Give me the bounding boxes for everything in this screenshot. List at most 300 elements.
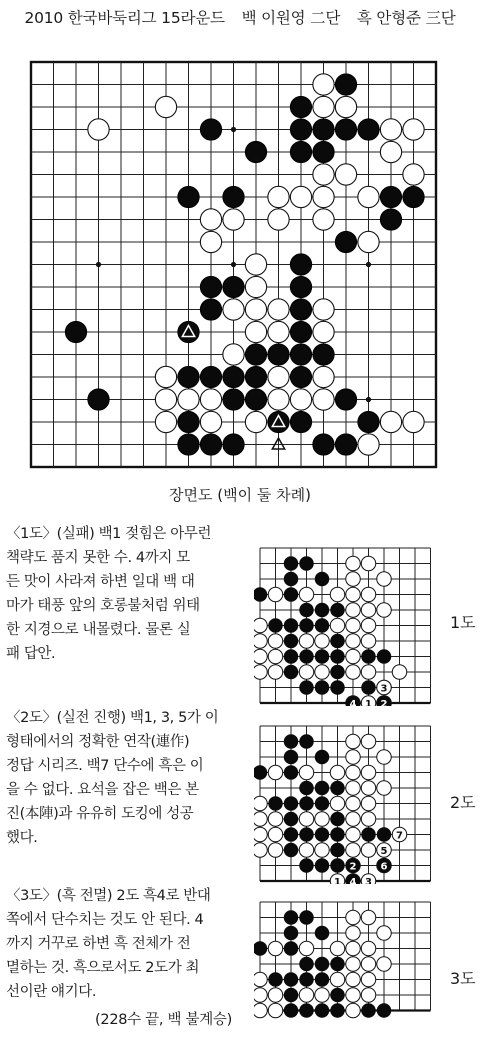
white-stone <box>268 389 289 410</box>
white-stone <box>200 231 221 252</box>
white-stone <box>377 603 392 618</box>
black-stone <box>358 411 379 432</box>
white-stone <box>268 209 289 230</box>
white-stone <box>268 366 289 387</box>
black-stone <box>200 276 221 297</box>
white-stone <box>268 843 283 858</box>
black-stone <box>403 186 424 207</box>
black-stone <box>178 434 199 455</box>
black-stone <box>330 843 345 858</box>
white-stone <box>361 988 376 1003</box>
white-stone <box>268 941 283 956</box>
black-stone <box>290 299 311 320</box>
black-player: 흑 안형준 三단 <box>356 9 456 27</box>
white-stone <box>299 587 314 602</box>
black-stone <box>330 680 345 695</box>
black-stone <box>299 957 314 972</box>
white-stone <box>346 781 361 796</box>
black-stone <box>284 765 299 780</box>
white-stone <box>268 649 283 664</box>
white-stone <box>330 587 345 602</box>
black-stone <box>178 186 199 207</box>
white-stone <box>88 119 109 140</box>
black-stone <box>330 649 345 664</box>
black-stone <box>299 618 314 633</box>
diagram-1-board <box>254 540 440 706</box>
white-stone <box>299 988 314 1003</box>
white-stone <box>290 389 311 410</box>
white-stone <box>335 164 356 185</box>
black-stone <box>284 572 299 587</box>
move-number: 7 <box>396 830 403 842</box>
white-stone <box>313 299 334 320</box>
black-stone <box>315 649 330 664</box>
black-stone <box>313 141 334 162</box>
white-stone <box>313 164 334 185</box>
black-stone <box>223 434 244 455</box>
black-stone <box>315 750 330 765</box>
white-stone <box>299 634 314 649</box>
white-stone <box>361 603 376 618</box>
commentary-line: 정답 시리즈. 백7 단수에 흑은 이 <box>6 758 204 774</box>
white-stone <box>268 634 283 649</box>
white-stone <box>361 781 376 796</box>
black-stone <box>284 618 299 633</box>
white-stone <box>268 765 283 780</box>
white-stone <box>223 209 244 230</box>
black-stone <box>65 321 86 342</box>
black-stone <box>377 1003 392 1018</box>
black-stone <box>88 389 109 410</box>
white-stone <box>245 321 266 342</box>
black-stone <box>299 858 314 873</box>
black-stone <box>299 827 314 842</box>
move-number: 4 <box>349 877 357 884</box>
white-stone <box>361 957 376 972</box>
black-stone <box>299 972 314 987</box>
white-stone <box>358 231 379 252</box>
black-stone <box>290 96 311 117</box>
black-stone <box>268 344 289 365</box>
black-stone <box>361 827 376 842</box>
white-stone <box>377 957 392 972</box>
black-stone <box>315 858 330 873</box>
black-stone <box>377 649 392 664</box>
white-stone <box>330 796 345 811</box>
black-stone <box>178 366 199 387</box>
white-stone <box>299 812 314 827</box>
white-stone <box>377 572 392 587</box>
white-stone <box>268 321 289 342</box>
star-point <box>231 127 236 132</box>
white-stone <box>290 186 311 207</box>
white-stone <box>403 411 424 432</box>
white-stone <box>361 972 376 987</box>
white-stone <box>346 988 361 1003</box>
white-stone <box>268 186 289 207</box>
black-stone <box>299 781 314 796</box>
black-stone <box>330 1003 345 1018</box>
black-stone <box>284 1003 299 1018</box>
white-stone <box>361 843 376 858</box>
white-stone <box>346 634 361 649</box>
white-stone <box>315 843 330 858</box>
black-stone <box>335 119 356 140</box>
commentary-line: 패 답안. <box>6 646 56 662</box>
black-stone <box>313 434 334 455</box>
white-stone <box>299 843 314 858</box>
white-stone <box>346 556 361 571</box>
white-player: 백 이원영 二단 <box>241 9 341 27</box>
commentary-line: 선이란 얘기다. <box>6 984 97 1000</box>
white-stone <box>361 556 376 571</box>
black-stone <box>290 254 311 275</box>
white-stone <box>358 434 379 455</box>
black-stone <box>268 796 283 811</box>
white-stone <box>346 1003 361 1018</box>
white-stone <box>313 186 334 207</box>
black-stone <box>284 812 299 827</box>
black-stone <box>284 796 299 811</box>
commentary-line: 진(本陣)과 유유히 도킹에 성공 <box>6 806 194 822</box>
main-go-board <box>0 0 480 480</box>
black-stone <box>290 411 311 432</box>
move-number: 1 <box>365 699 372 706</box>
white-stone <box>346 827 361 842</box>
white-stone <box>330 618 345 633</box>
black-stone <box>284 665 299 680</box>
diagram-1-label: 1도 <box>450 613 476 632</box>
move-number: 2 <box>380 699 388 706</box>
black-stone <box>223 276 244 297</box>
black-stone <box>223 186 244 207</box>
white-stone <box>254 1003 267 1018</box>
white-stone <box>377 781 392 796</box>
white-stone <box>268 299 289 320</box>
diagram-3-commentary <box>6 884 238 1004</box>
white-stone <box>346 843 361 858</box>
white-stone <box>403 119 424 140</box>
white-stone <box>346 796 361 811</box>
white-stone <box>313 74 334 95</box>
white-stone <box>268 665 283 680</box>
white-stone <box>155 96 176 117</box>
black-stone <box>377 827 392 842</box>
black-stone <box>268 618 283 633</box>
black-stone <box>330 858 345 873</box>
star-point <box>366 397 371 402</box>
black-stone <box>223 389 244 410</box>
black-stone <box>330 603 345 618</box>
star-point <box>366 262 371 267</box>
move-number: 1 <box>334 877 341 884</box>
white-stone <box>361 665 376 680</box>
black-stone <box>315 972 330 987</box>
star-point <box>231 262 236 267</box>
white-stone <box>268 988 283 1003</box>
white-stone <box>313 209 334 230</box>
commentary-line: 책략도 품지 못한 수. 4까지 모 <box>6 550 190 566</box>
white-stone <box>254 649 267 664</box>
white-stone <box>155 389 176 410</box>
white-stone <box>377 926 392 941</box>
black-stone <box>254 765 267 780</box>
white-stone <box>361 765 376 780</box>
white-stone <box>254 618 267 633</box>
white-stone <box>346 603 361 618</box>
white-stone <box>268 812 283 827</box>
white-stone <box>346 957 361 972</box>
white-stone <box>315 634 330 649</box>
white-stone <box>380 119 401 140</box>
black-stone <box>313 344 334 365</box>
white-stone <box>268 827 283 842</box>
black-stone <box>178 411 199 432</box>
black-stone <box>223 366 244 387</box>
commentary-line: 〈2도〉(실전 진행) 백1, 3, 5가 이 <box>6 710 219 726</box>
white-stone <box>346 926 361 941</box>
diagram-2-label: 2도 <box>450 793 476 812</box>
white-stone <box>223 344 244 365</box>
black-stone <box>299 1003 314 1018</box>
white-stone <box>223 299 244 320</box>
white-stone <box>361 941 376 956</box>
black-stone <box>330 988 345 1003</box>
white-stone <box>377 750 392 765</box>
white-stone <box>361 587 376 602</box>
white-stone <box>403 164 424 185</box>
black-stone <box>330 827 345 842</box>
white-stone <box>254 988 267 1003</box>
white-stone <box>346 750 361 765</box>
black-stone <box>330 781 345 796</box>
black-stone <box>299 603 314 618</box>
white-stone <box>346 618 361 633</box>
white-stone <box>299 765 314 780</box>
black-stone <box>315 603 330 618</box>
white-stone <box>361 910 376 925</box>
black-stone <box>284 941 299 956</box>
white-stone <box>245 299 266 320</box>
black-stone <box>358 119 379 140</box>
move-number: 3 <box>365 877 372 884</box>
white-stone <box>346 812 361 827</box>
commentary-line: 한 지경으로 내몰렸다. 물론 실 <box>6 622 191 638</box>
white-stone <box>380 141 401 162</box>
move-number: 2 <box>349 861 357 873</box>
move-number: 4 <box>349 699 357 706</box>
white-stone <box>330 972 345 987</box>
white-stone <box>361 812 376 827</box>
black-stone <box>245 141 266 162</box>
black-stone <box>315 827 330 842</box>
white-stone <box>313 321 334 342</box>
black-stone <box>200 299 221 320</box>
black-stone <box>315 680 330 695</box>
white-stone <box>330 941 345 956</box>
black-stone <box>284 634 299 649</box>
white-stone <box>346 910 361 925</box>
white-stone <box>254 812 267 827</box>
black-stone <box>284 926 299 941</box>
black-stone <box>245 366 266 387</box>
black-stone <box>290 276 311 297</box>
white-stone <box>315 988 330 1003</box>
white-stone <box>361 618 376 633</box>
move-number: 5 <box>380 846 388 857</box>
black-stone <box>290 344 311 365</box>
white-stone <box>315 665 330 680</box>
white-stone <box>254 634 267 649</box>
black-stone <box>284 649 299 664</box>
black-stone <box>315 618 330 633</box>
white-stone <box>346 665 361 680</box>
white-stone <box>254 665 267 680</box>
black-stone <box>284 734 299 749</box>
black-stone <box>361 680 376 695</box>
white-stone <box>268 587 283 602</box>
white-stone <box>361 634 376 649</box>
star-point <box>96 262 101 267</box>
black-stone <box>245 389 266 410</box>
black-stone <box>290 366 311 387</box>
white-stone <box>268 1003 283 1018</box>
game-result: (228수 끝, 백 불계승) <box>95 1012 232 1028</box>
commentary-line: 〈3도〉(흑 전멸) 2도 흑4로 반대 <box>6 888 211 904</box>
commentary-line: 마가 태풍 앞의 호롱불처럼 위태 <box>6 598 200 614</box>
black-stone <box>284 587 299 602</box>
black-stone <box>330 812 345 827</box>
black-stone <box>284 556 299 571</box>
black-stone <box>284 910 299 925</box>
black-stone <box>299 910 314 925</box>
white-stone <box>200 209 221 230</box>
white-stone <box>155 411 176 432</box>
diagram-3-label: 3도 <box>450 969 476 988</box>
black-stone <box>254 587 267 602</box>
white-stone <box>200 389 221 410</box>
black-stone <box>268 972 283 987</box>
white-stone <box>315 812 330 827</box>
white-stone <box>335 96 356 117</box>
white-stone <box>346 765 361 780</box>
diagram-2-board <box>254 718 440 884</box>
black-stone <box>335 74 356 95</box>
white-stone <box>346 649 361 664</box>
commentary-line: 〈1도〉(실패) 백1 젖힘은 아무런 <box>6 526 212 542</box>
white-stone <box>346 587 361 602</box>
white-stone <box>254 972 267 987</box>
diagram-3-board <box>254 894 440 1034</box>
commentary-line: 까지 거꾸로 하변 흑 전체가 전 <box>6 936 191 952</box>
white-stone <box>346 734 361 749</box>
commentary-line: 든 맛이 사라져 하변 일대 백 대 <box>6 574 195 590</box>
commentary-line: 쪽에서 단수치는 것도 안 된다. 4 <box>6 912 204 928</box>
black-stone <box>361 649 376 664</box>
white-stone <box>346 972 361 987</box>
black-stone <box>315 926 330 941</box>
black-stone <box>290 119 311 140</box>
black-stone <box>330 634 345 649</box>
black-stone <box>315 1003 330 1018</box>
commentary-line: 형태에서의 정확한 연작(連作) <box>6 734 190 750</box>
black-stone <box>284 988 299 1003</box>
black-stone <box>290 141 311 162</box>
white-stone <box>254 843 267 858</box>
black-stone <box>299 796 314 811</box>
black-stone <box>380 209 401 230</box>
white-stone <box>330 765 345 780</box>
white-stone <box>358 186 379 207</box>
black-stone <box>299 680 314 695</box>
black-stone <box>284 827 299 842</box>
black-stone <box>335 434 356 455</box>
black-stone <box>335 389 356 410</box>
event-title: 2010 한국바둑리그 15라운드 <box>24 9 225 27</box>
black-stone <box>290 321 311 342</box>
white-stone <box>245 411 266 432</box>
black-stone <box>330 957 345 972</box>
black-stone <box>200 434 221 455</box>
black-stone <box>284 843 299 858</box>
diagram-1-commentary <box>6 522 238 666</box>
black-stone <box>361 1003 376 1018</box>
black-stone <box>315 572 330 587</box>
white-stone <box>313 96 334 117</box>
white-stone <box>346 572 361 587</box>
black-stone <box>299 649 314 664</box>
white-stone <box>254 827 267 842</box>
black-stone <box>245 344 266 365</box>
black-stone <box>284 972 299 987</box>
black-stone <box>284 750 299 765</box>
black-stone <box>315 957 330 972</box>
main-board-caption: 장면도 (백이 둘 차례) <box>169 486 311 504</box>
black-stone <box>315 796 330 811</box>
white-stone <box>245 254 266 275</box>
white-stone <box>254 796 267 811</box>
commentary-line: 멸하는 것. 흑으로서도 2도가 최 <box>6 960 200 976</box>
move-number: 3 <box>380 683 388 695</box>
black-stone <box>254 941 267 956</box>
white-stone <box>361 796 376 811</box>
black-stone <box>330 665 345 680</box>
black-stone <box>200 366 221 387</box>
black-stone <box>299 734 314 749</box>
white-stone <box>361 734 376 749</box>
move-number: 6 <box>380 861 388 873</box>
white-stone <box>299 941 314 956</box>
white-stone <box>380 411 401 432</box>
black-stone <box>313 119 334 140</box>
black-stone <box>200 119 221 140</box>
black-stone <box>315 781 330 796</box>
white-stone <box>313 366 334 387</box>
white-stone <box>299 665 314 680</box>
white-stone <box>155 366 176 387</box>
commentary-line: 을 수 없다. 요석을 잡은 백은 본 <box>6 782 199 798</box>
black-stone <box>335 231 356 252</box>
white-stone <box>346 941 361 956</box>
white-stone <box>313 389 334 410</box>
white-stone <box>200 411 221 432</box>
diagram-2-commentary <box>6 706 238 850</box>
black-stone <box>380 186 401 207</box>
commentary-line: 했다. <box>6 830 38 846</box>
black-stone <box>299 556 314 571</box>
white-stone <box>392 665 407 680</box>
white-stone <box>245 276 266 297</box>
